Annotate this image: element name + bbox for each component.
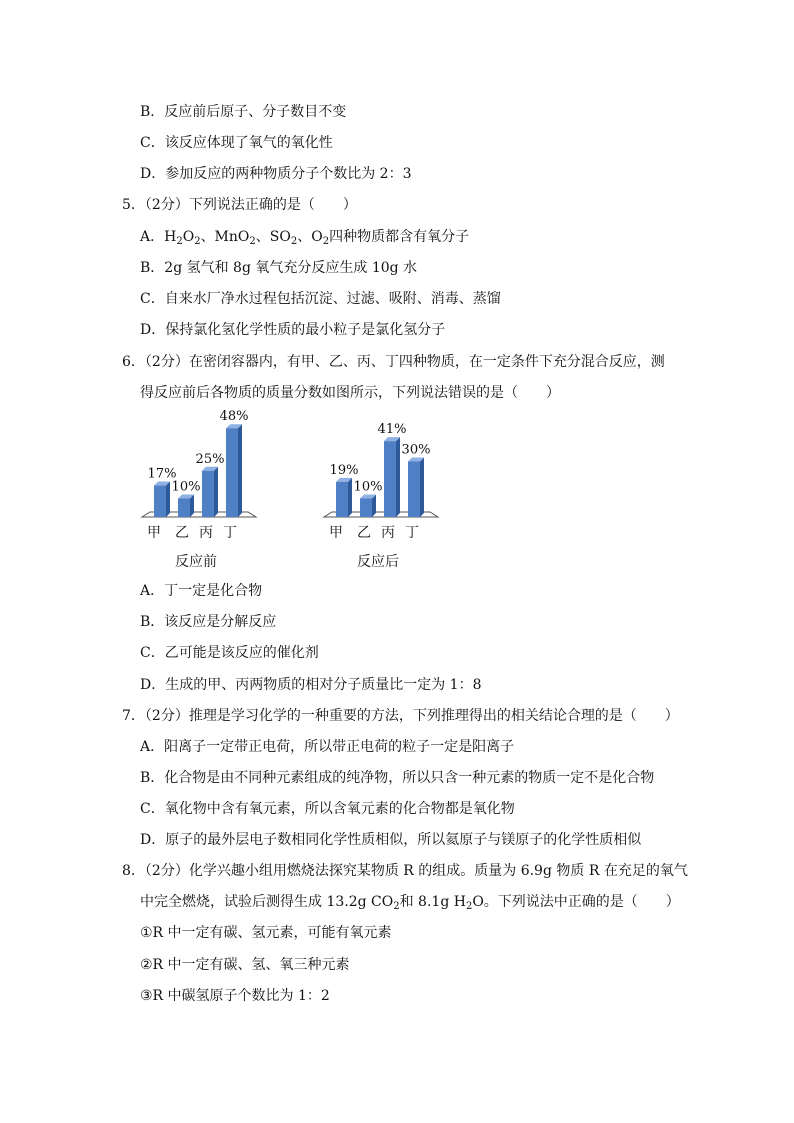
chart-2-category-label-1: 甲	[329, 525, 343, 541]
q8-stem2-suffix: O。下列说法中正确的是（ ）	[472, 894, 680, 910]
q7-stem: 7．（2分）推理是学习化学的一种重要的方法，下列推理得出的相关结论合理的是（ ）	[122, 708, 679, 724]
q8-item-2: ②R 中一定有碳、氢、氧三种元素	[140, 957, 350, 973]
q6-option-c: C．乙可能是该反应的催化剂	[140, 645, 319, 661]
q5-a-text3: 、SO	[255, 229, 291, 245]
q7-option-b: B．化合物是由不同种元素组成的纯净物，所以只含一种元素的物质一定不是化合物	[140, 770, 655, 786]
chart-1-value-label-4: 48%	[219, 409, 249, 425]
q8-stem-line2	[140, 892, 680, 912]
chart-2-value-label-2: 10%	[353, 479, 383, 495]
chart-2-title: 反应后	[357, 554, 399, 570]
q5-a-text2: 、MnO	[200, 229, 250, 245]
q6-option-b: B．该反应是分解反应	[140, 614, 277, 630]
chart-2-category-label-4: 丁	[405, 525, 419, 541]
q8-stem2-prefix: 中完全燃烧，试验后测得生成 13.2g CO	[140, 894, 394, 910]
chart-2-category-label-2: 乙	[357, 525, 371, 541]
chart-1-value-label-2: 10%	[171, 479, 201, 495]
chart-1-category-label-3: 丙	[199, 525, 213, 541]
q8-item-1: ①R 中一定有碳、氢元素，可能有氧元素	[140, 925, 392, 941]
q6-stem-line2: 得反应前后各物质的质量分数如图所示，下列说法错误的是（ ）	[140, 385, 560, 401]
q5-option-c: C．自来水厂净水过程包括沉淀、过滤、吸附、消毒、蒸馏	[140, 291, 501, 307]
chart-1-bar-side-3	[214, 467, 218, 517]
q5-a-sub3: 2	[249, 236, 256, 247]
chart-1-category-label-2: 乙	[175, 525, 189, 541]
q5-a-sub4: 2	[290, 236, 298, 247]
chart-2-bar-4	[408, 462, 420, 518]
q5-option-d: D．保持氯化氢化学性质的最小粒子是氯化氢分子	[140, 322, 446, 338]
chart-2-category-label-3: 丙	[381, 525, 395, 541]
chart-2-bar-side-1	[348, 478, 352, 517]
q5-a-sub1: 2	[176, 236, 183, 247]
chart-1-bar-side-4	[238, 424, 242, 517]
q5-a-sub2: 2	[194, 236, 201, 247]
q8-stem2-sub2: 2	[465, 901, 473, 912]
chart-1-bar-2	[178, 499, 190, 518]
q5-a-prefix: A．H	[140, 229, 177, 245]
q4-option-c: C．该反应体现了氧气的氧化性	[140, 135, 333, 151]
chart-2-value-label-1: 19%	[329, 462, 359, 478]
q8-stem2-mid: 和 8.1g H	[399, 894, 466, 910]
q5-stem: 5．（2分）下列说法正确的是（ ）	[122, 197, 357, 213]
q4-option-b: B．反应前后原子、分子数目不变	[140, 104, 347, 120]
q8-item-3: ③R 中碳氢原子个数比为 1：2	[140, 988, 330, 1004]
chart-2-bar-2	[360, 499, 372, 518]
chart-2-value-label-4: 30%	[401, 442, 431, 458]
chart-1-value-label-1: 17%	[147, 466, 177, 482]
q5-option-b: B．2g 氢气和 8g 氧气充分反应生成 10g 水	[140, 260, 418, 276]
chart-1-category-label-4: 丁	[223, 525, 237, 541]
q6-option-a: A．丁一定是化合物	[140, 583, 263, 599]
q7-option-d: D．原子的最外层电子数相同化学性质相似，所以氦原子与镁原子的化学性质相似	[140, 832, 642, 848]
chart-1-bar-3	[202, 471, 214, 517]
chart-2-bar-1	[336, 482, 348, 517]
chart-1-bar-4	[226, 428, 238, 517]
chart-1-value-label-3: 25%	[195, 451, 225, 467]
q7-option-a: A．阳离子一定带正电荷，所以带正电荷的粒子一定是阳离子	[140, 739, 515, 755]
q5-a-suffix: 四种物质都含有氧分子	[329, 229, 470, 245]
q6-stem-line1: 6．（2分）在密闭容器内，有甲、乙、丙、丁四种物质，在一定条件下充分混合反应，测	[122, 354, 665, 370]
q4-option-d: D．参加反应的两种物质分子个数比为 2：3	[140, 166, 412, 182]
chart-1-bar-side-1	[166, 482, 170, 517]
q5-a-sub5: 2	[322, 236, 330, 247]
chart-1-title: 反应前	[175, 554, 217, 570]
chart-2-bar-3	[384, 441, 396, 517]
q5-a-text4: 、O	[297, 229, 323, 245]
chart-2-bar-side-4	[420, 458, 424, 518]
q5-option-a	[140, 227, 469, 247]
q7-option-c: C．氧化物中含有氧元素，所以含氧元素的化合物都是氧化物	[140, 801, 515, 817]
chart-2-value-label-3: 41%	[377, 422, 407, 438]
q5-a-text1: O	[182, 229, 195, 245]
chart-1-category-label-1: 甲	[147, 525, 161, 541]
chart-2-bar-side-3	[396, 437, 400, 517]
q6-charts-figure	[120, 405, 440, 577]
chart-1-bar-1	[154, 486, 166, 517]
q8-stem2-sub1: 2	[393, 901, 400, 912]
q8-stem-line1: 8．（2分）化学兴趣小组用燃烧法探究某物质 R 的组成。质量为 6.9g 物质 R 在充足的氧气	[122, 863, 688, 879]
q6-option-d: D．生成的甲、丙两物质的相对分子质量比一定为 1：8	[140, 677, 482, 693]
